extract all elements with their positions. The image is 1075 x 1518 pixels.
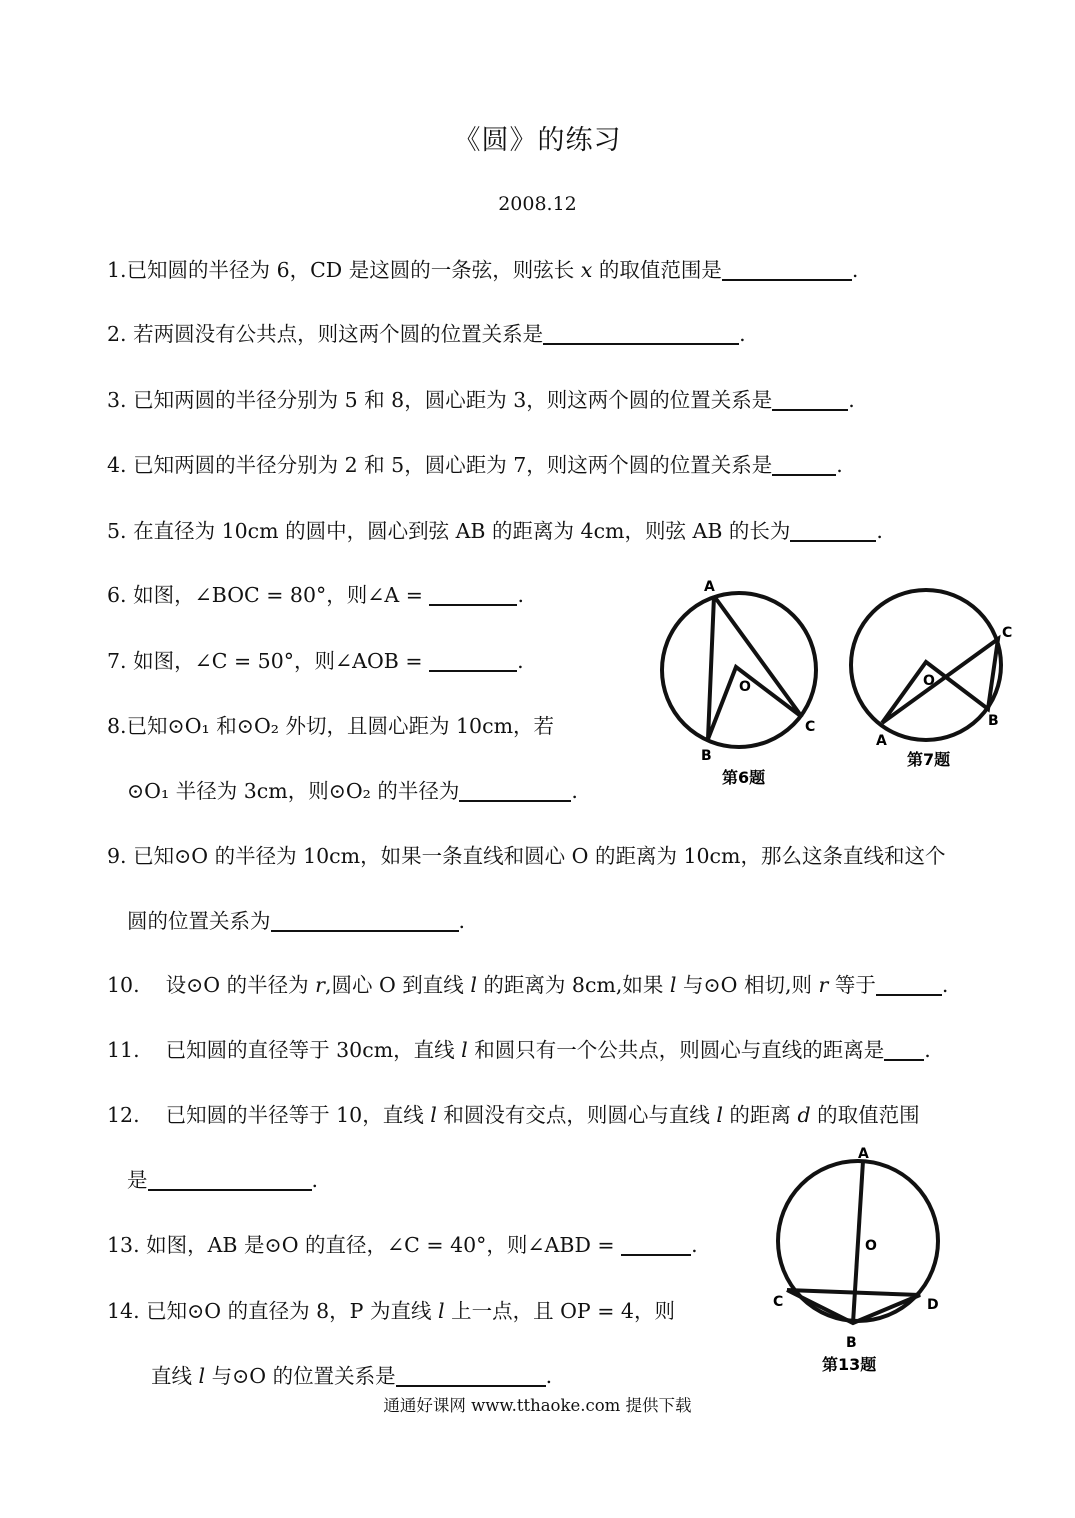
question-2 — [107, 320, 746, 348]
answer-blank[interactable] — [429, 650, 517, 672]
question-number: 8. — [107, 714, 127, 738]
answer-blank[interactable] — [722, 259, 852, 281]
math-variable: l — [438, 1299, 445, 1323]
period: . — [941, 973, 949, 997]
question-13 — [107, 1231, 698, 1259]
question-number: 1. — [107, 258, 127, 282]
period: . — [836, 453, 843, 477]
answer-blank[interactable] — [459, 780, 571, 802]
question-text: 的距离 — [722, 1103, 798, 1127]
question-1 — [107, 256, 858, 284]
period: . — [739, 322, 746, 346]
question-number: 5. — [107, 519, 127, 543]
question-text: 如图，AB 是⊙O 的直径，∠C = 40°，则∠ABD = — [139, 1233, 622, 1257]
period: . — [458, 909, 466, 933]
point-label-d: D — [927, 1297, 939, 1313]
question-14-line-1 — [107, 1297, 675, 1325]
inscribed-lines — [708, 596, 802, 739]
question-11 — [107, 1036, 931, 1064]
question-text: 已知圆的直径等于 30cm，直线 — [165, 1038, 462, 1062]
answer-blank[interactable] — [396, 1365, 546, 1387]
question-number: 11. — [107, 1038, 140, 1062]
question-text: 是 — [127, 1168, 148, 1192]
question-text: 设⊙O 的半径为 — [165, 973, 316, 997]
question-number: 12. — [107, 1103, 140, 1127]
point-label-o: O — [739, 679, 751, 695]
question-number: 14. — [107, 1299, 140, 1323]
question-number: 13. — [107, 1233, 140, 1257]
period: . — [924, 1038, 931, 1062]
math-variable: l — [430, 1103, 437, 1127]
question-9-line-2 — [127, 907, 465, 935]
point-label-b: B — [701, 748, 712, 764]
math-variable: x — [580, 258, 593, 282]
period: . — [517, 583, 524, 607]
math-variable: l — [470, 973, 477, 997]
question-14-line-2 — [151, 1362, 552, 1390]
question-text: 直线 — [151, 1364, 199, 1388]
point-label-b: B — [988, 713, 999, 729]
question-text: 若两圆没有公共点，则这两个圆的位置关系是 — [126, 322, 544, 346]
math-variable: l — [461, 1038, 468, 1062]
point-label-b: B — [846, 1335, 857, 1351]
answer-blank[interactable] — [148, 1169, 312, 1191]
answer-blank[interactable] — [543, 323, 739, 345]
question-text: 的取值范围是 — [592, 258, 722, 282]
point-label-o: O — [923, 673, 935, 689]
diameter-ab — [853, 1161, 863, 1323]
question-12-line-2 — [127, 1166, 318, 1194]
period: . — [691, 1233, 698, 1257]
question-text: 已知⊙O 的直径为 8，P 为直线 — [139, 1299, 439, 1323]
period: . — [851, 258, 859, 282]
answer-blank[interactable] — [772, 454, 836, 476]
question-text: 已知⊙O₁ 和⊙O₂ 外切，且圆心距为 10cm，若 — [126, 714, 555, 738]
question-7 — [107, 647, 524, 675]
point-label-a: A — [704, 579, 715, 595]
answer-blank[interactable] — [884, 1039, 924, 1061]
question-number: 4. — [107, 453, 127, 477]
question-number: 3. — [107, 388, 127, 412]
page-date: 2008.12 — [498, 193, 577, 215]
page-title: 《圆》的练习 — [453, 125, 622, 156]
question-text: 如图，∠C = 50°，则∠AOB = — [126, 649, 430, 673]
question-4 — [107, 451, 843, 479]
figure-caption: 第13题 — [822, 1355, 877, 1374]
question-9-line-1 — [107, 842, 945, 870]
question-12-line-1 — [107, 1101, 920, 1129]
point-label-o: O — [865, 1238, 877, 1254]
point-label-c: C — [1002, 625, 1013, 641]
question-text: 等于 — [828, 973, 876, 997]
question-text: 和圆没有交点，则圆心与直线 — [436, 1103, 717, 1127]
answer-blank[interactable] — [621, 1234, 691, 1256]
question-text: 已知圆的半径为 6，CD 是这圆的一条弦，则弦长 — [126, 258, 581, 282]
point-label-c: C — [805, 719, 816, 735]
period: . — [311, 1168, 319, 1192]
period: . — [545, 1364, 553, 1388]
question-text: 已知圆的半径等于 10，直线 — [165, 1103, 431, 1127]
inscribed-lines — [882, 639, 998, 723]
math-variable: r — [818, 973, 829, 997]
question-text: 上一点，且 OP = 4，则 — [444, 1299, 675, 1323]
question-number: 2. — [107, 322, 127, 346]
question-text: 已知两圆的半径分别为 5 和 8，圆心距为 3，则这两个圆的位置关系是 — [126, 388, 773, 412]
question-text: 和圆只有一个公共点，则圆心与直线的距离是 — [467, 1038, 885, 1062]
figure-6 — [655, 575, 835, 790]
question-8-line-1 — [107, 712, 554, 740]
figure-caption: 第7题 — [907, 750, 951, 769]
answer-blank[interactable] — [790, 520, 876, 542]
math-variable: l — [198, 1364, 206, 1388]
math-variable: l — [669, 973, 677, 997]
question-number: 9. — [107, 844, 127, 868]
question-10 — [107, 971, 948, 999]
question-text: 在直径为 10cm 的圆中，圆心到弦 AB 的距离为 4cm，则弦 AB 的长为 — [126, 519, 791, 543]
question-6 — [107, 581, 524, 609]
question-text: 的距离为 8cm,如果 — [476, 973, 670, 997]
math-variable: l — [716, 1103, 723, 1127]
question-text: 已知⊙O 的半径为 10cm，如果一条直线和圆心 O 的距离为 10cm，那么这条直线和这个 — [126, 844, 946, 868]
question-text: 圆的位置关系为 — [127, 909, 271, 933]
answer-blank[interactable] — [772, 389, 848, 411]
figure-caption: 第6题 — [722, 768, 766, 787]
question-text: 与⊙O 的位置关系是 — [205, 1364, 396, 1388]
footer-source: 通通好课网 www.tthaoke.com 提供下载 — [383, 1396, 692, 1415]
question-8-line-2 — [127, 777, 578, 805]
question-number: 7. — [107, 649, 127, 673]
math-variable: r — [315, 973, 325, 997]
question-number: 6. — [107, 583, 127, 607]
period: . — [876, 519, 883, 543]
figure-13 — [765, 1143, 965, 1378]
period: . — [571, 779, 578, 803]
question-text: 已知两圆的半径分别为 2 和 5，圆心距为 7，则这两个圆的位置关系是 — [126, 453, 773, 477]
point-label-c: C — [773, 1294, 784, 1310]
answer-blank[interactable] — [271, 910, 459, 932]
answer-blank[interactable] — [876, 974, 942, 996]
question-text: ,圆心 O 到直线 — [324, 973, 471, 997]
question-number: 10. — [107, 973, 140, 997]
question-text: ⊙O₁ 半径为 3cm，则⊙O₂ 的半径为 — [127, 779, 460, 803]
question-text: 如图，∠BOC = 80°，则∠A = — [126, 583, 430, 607]
question-text: 与⊙O 相切,则 — [676, 973, 819, 997]
period: . — [848, 388, 855, 412]
point-label-a: A — [858, 1146, 869, 1162]
question-text: 的取值范围 — [810, 1103, 920, 1127]
point-label-a: A — [876, 733, 887, 749]
question-5 — [107, 517, 883, 545]
figure-7 — [845, 590, 1035, 775]
question-3 — [107, 386, 855, 414]
period: . — [517, 649, 524, 673]
answer-blank[interactable] — [429, 584, 517, 606]
math-variable: d — [797, 1103, 811, 1127]
